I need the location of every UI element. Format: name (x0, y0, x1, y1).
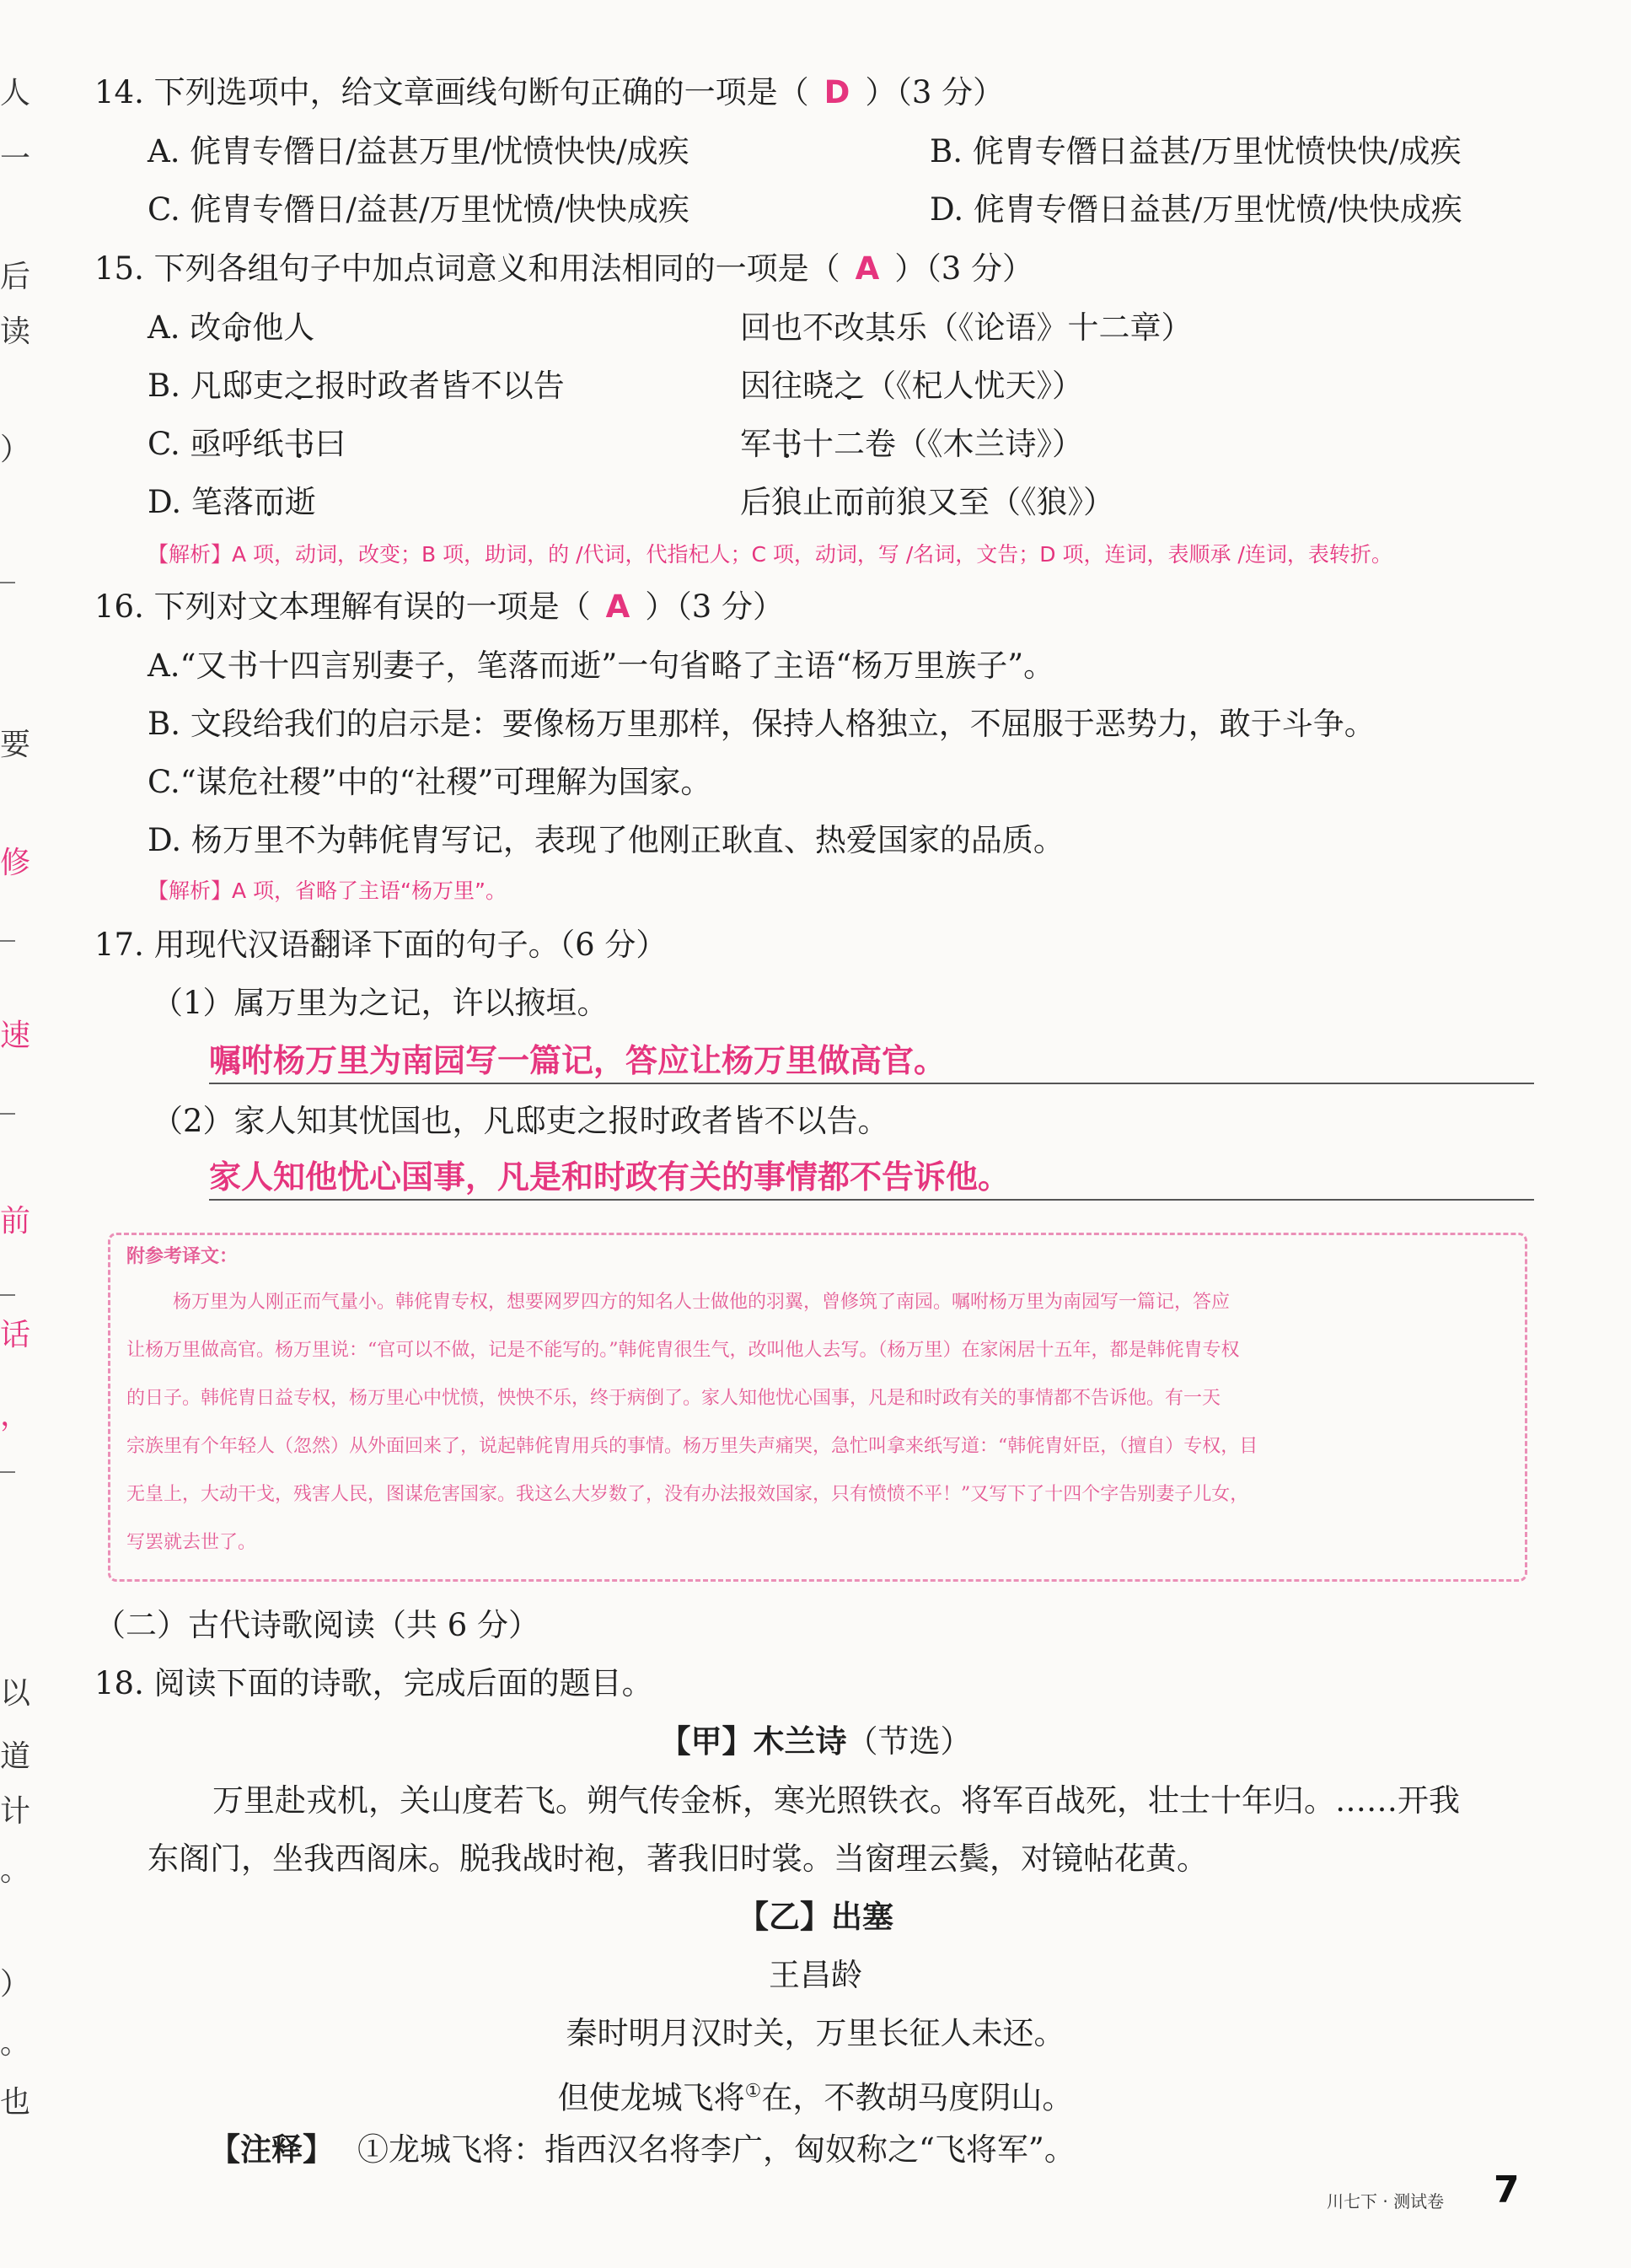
q15-row-a-left: A. 改命他人 (148, 309, 315, 346)
margin-rule (0, 1471, 15, 1473)
q17-stem: 17. 用现代汉语翻译下面的句子。（6 分） (94, 927, 668, 963)
margin-fragment: ） (0, 433, 31, 467)
page-number: 7 (1494, 2169, 1520, 2212)
margin-fragment: 计 (0, 1794, 31, 1829)
poem-jia-line: 东阁门，坐我西阁床。脱我战时袍，著我旧时裳。当窗理云鬓，对镜帖花黄。 (148, 1841, 1208, 1877)
margin-fragment: 也 (0, 2085, 31, 2120)
margin-fragment: 后 (0, 260, 31, 294)
margin-fragment: 读 (0, 314, 31, 349)
q17-sentence-1: （1）属万里为之记，许以掖垣。 (152, 985, 609, 1021)
q17-sentence-2: （2）家人知其忧国也，凡邸吏之报时政者皆不以告。 (152, 1103, 889, 1139)
margin-fragment: 话 (0, 1318, 31, 1352)
margin-fragment: 修 (0, 846, 31, 880)
q16-option-a: A.“又书十四言别妻子，笔落而逝”一句省略了主语“杨万里族子”。 (148, 648, 1055, 684)
poem-yi-line: 但使龙城飞将①在，不教胡马度阴山。 (557, 2079, 1074, 2116)
q15-row-b-left: B. 凡邸吏之报时政者皆不以告 (148, 368, 565, 404)
reference-line: 的日子。韩侂胄日益专权，杨万里心中忧愤，怏怏不乐，终于病倒了。家人知他忧心国事，凡是和时政有关的事情都不告诉他。有一天 (126, 1388, 1221, 1409)
q14-option-a: A. 侂胄专僭日/益甚万里/忧愤快快/成疾 (148, 133, 689, 169)
footnote-marker: ① (744, 2081, 762, 2102)
q18-stem: 18. 阅读下面的诗歌，完成后面的题目。 (94, 1665, 653, 1701)
margin-fragment: ， (0, 1398, 31, 1432)
margin-fragment: 速 (0, 1018, 31, 1053)
poem-yi-heading: 【乙】出塞 (738, 1899, 893, 1935)
poem-author: 王昌龄 (769, 1957, 862, 1993)
q16-answer: A (605, 588, 630, 625)
margin-fragment: 要 (0, 728, 31, 762)
poem-yi-line: 秦时明月汉时关，万里长征人未还。 (566, 2015, 1065, 2051)
margin-fragment: ） (0, 1967, 31, 2002)
q14-option-c: C. 侂胄专僭日/益甚/万里忧愤/快快成疾 (148, 191, 689, 228)
margin-fragment: 一 (0, 142, 31, 176)
reference-line: 无皇上，大动干戈，残害人民，图谋危害国家。我这么大岁数了，没有办法报效国家，只有愤愤不平！”又写下了十四个字告别妻子儿女， (126, 1484, 1249, 1505)
q15-row-d-left: D. 笔落而逝 (148, 484, 316, 520)
margin-fragment: 道 (0, 1739, 31, 1774)
q15-row-c-right: 军书十二卷（《木兰诗》） (740, 426, 1083, 462)
q15-answer: A (855, 250, 880, 287)
q14-answer: D (824, 74, 850, 110)
q15-explanation: 【解析】A 项，动词，改变；B 项，助词，的 /代词，代指杞人；C 项，动词，写 /名词，文告；D 项，连词，表顺承 /连词，表转折。 (148, 542, 1392, 567)
q16-option-d: D. 杨万里不为韩侂胄写记，表现了他刚正耿直、热爱国家的品质。 (148, 822, 1065, 858)
margin-fragment: 。 (0, 2026, 31, 2061)
margin-rule (0, 1113, 15, 1115)
q16-option-c: C.“谋危社稷”中的“社稷”可理解为国家。 (148, 764, 712, 800)
reference-line: 杨万里为人刚正而气量小。韩侂胄专权，想要网罗四方的知名人士做他的羽翼，曾修筑了南园。嘱咐杨万里为南园写一篇记，答应 (173, 1292, 1231, 1313)
q15-row-b-right: 因往晓之（《杞人忧天》） (740, 368, 1083, 404)
margin-fragment: 人 (0, 76, 31, 110)
margin-fragment: 。 (0, 1853, 31, 1888)
q15-row-c-left: C. 亟呼纸书曰 (148, 426, 346, 462)
reference-line: 让杨万里做高官。杨万里说：“官可以不做，记是不能写的。”韩侂胄很生气，改叫他人去写。（杨万里）在家闲居十五年，都是韩侂胄专权 (126, 1340, 1240, 1361)
q16-explanation: 【解析】A 项，省略了主语“杨万里”。 (148, 879, 507, 903)
q15-row-a-right: 回也不改其乐（《论语》十二章） (740, 309, 1193, 346)
margin-rule (0, 582, 15, 583)
margin-rule (0, 1294, 15, 1296)
poem-jia-line: 万里赴戎机，关山度若飞。朔气传金柝，寒光照铁衣。将军百战死，壮士十年归。……开我 (212, 1782, 1460, 1819)
q17-answer-2: 家人知他忧心国事，凡是和时政有关的事情都不告诉他。 (209, 1158, 1011, 1196)
poem-jia-heading: 【甲】木兰诗（节选） (659, 1723, 972, 1760)
margin-fragment: 前 (0, 1204, 31, 1239)
answer-line (209, 1083, 1534, 1084)
q16-option-b: B. 文段给我们的启示是：要像杨万里那样，保持人格独立，不屈服于恶势力，敢于斗争。 (148, 706, 1376, 742)
margin-rule (0, 940, 15, 942)
q14-option-d: D. 侂胄专僭日益甚/万里忧愤/快快成疾 (930, 191, 1462, 228)
reference-line: 宗族里有个年轻人（忽然）从外面回来了，说起韩侂胄用兵的事情。杨万里失声痛哭，急忙叫拿来纸写道：“韩侂胄奸臣，（擅自）专权，目 (126, 1436, 1258, 1457)
footer-label: 川七下 · 测试卷 (1327, 2191, 1445, 2212)
reference-title: 附参考译文： (126, 1245, 239, 1267)
q14-option-b: B. 侂胄专僭日益甚/万里忧愤快快/成疾 (930, 133, 1462, 169)
q14-stem: 14. 下列选项中，给文章画线句断句正确的一项是（ D ）（3 分） (94, 74, 1005, 110)
section-heading: （二）古代诗歌阅读（共 6 分） (94, 1607, 540, 1643)
reference-line: 写罢就去世了。 (126, 1532, 257, 1553)
margin-fragment: 以 (0, 1676, 31, 1711)
poem-note: 【注释】 ①龙城飞将：指西汉名将李广，匈奴称之“飞将军”。 (209, 2131, 1076, 2168)
q16-stem: 16. 下列对文本理解有误的一项是（ A ）（3 分） (94, 588, 785, 625)
q15-row-d-right: 后狼止而前狼又至（《狼》） (740, 484, 1114, 520)
answer-line (209, 1199, 1534, 1201)
q17-answer-1: 嘱咐杨万里为南园写一篇记，答应让杨万里做高官。 (209, 1042, 947, 1079)
q15-stem: 15. 下列各组句子中加点词意义和用法相同的一项是（ A ）（3 分） (94, 250, 1034, 287)
